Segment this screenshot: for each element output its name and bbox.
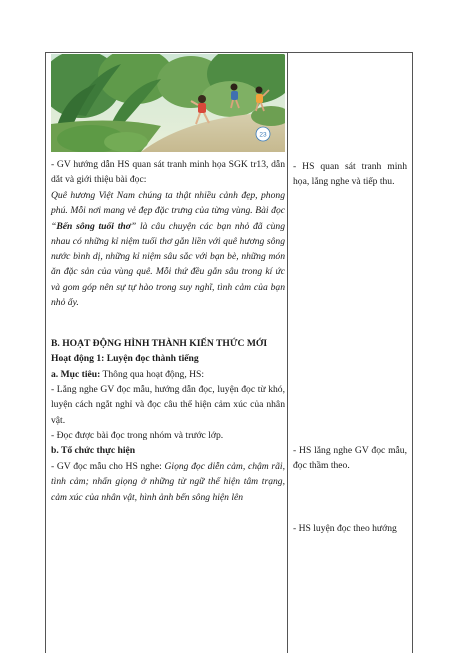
page-number-text: 23	[259, 131, 267, 139]
organization-heading: b. Tổ chức thực hiện	[51, 445, 136, 456]
student-activity-item: - HS lắng nghe GV đọc mẫu, đọc thầm theo.	[293, 445, 407, 472]
lesson-title: Bến sông tuổi thơ	[56, 220, 131, 232]
goal-item: - Đọc được bài đọc trong nhóm và trước lớp.	[51, 430, 224, 441]
section-heading: B. HOẠT ĐỘNG HÌNH THÀNH KIẾN THỨC MỚI	[51, 338, 268, 349]
goal-label: a. Mục tiêu:	[51, 369, 101, 380]
column-divider	[287, 53, 288, 653]
textbook-illustration	[51, 54, 285, 152]
intro-paragraph	[51, 188, 285, 310]
goal-item: - Lắng nghe GV đọc mẫu, hướng dẫn đọc, luyện đọc từ khó, luyện cách ngắt nghỉ và đọc câu thể hiện cảm xúc của nhân vật.	[51, 384, 285, 426]
lesson-table	[45, 52, 413, 653]
activity-heading: Hoạt động 1: Luyện đọc thành tiếng	[51, 353, 199, 364]
goal-text: Thông qua hoạt động, HS:	[100, 369, 205, 380]
intro-text-part-1: Quê hương Việt Nam chúng ta thật nhiều cảnh đẹp, phong phú. Mỗi nơi mang vẻ đẹp đặc trưng của từng vùng. Bài đọc “	[51, 190, 285, 232]
organization-text: - GV đọc mẫu cho HS nghe:	[51, 461, 165, 472]
reading-guidance: Giọng đọc diễn cảm, chậm rãi, tình cảm; nhấn giọng ở những từ ngữ thể hiện tâm trạng, cảm xúc của nhân vật, hình ảnh bến sông hiện lên	[51, 461, 285, 503]
goal-line	[51, 367, 285, 382]
student-activity-item: - HS luyện đọc theo hướng	[293, 523, 397, 534]
intro-text-part-2: ” là câu chuyện các bạn nhỏ đã cùng nhau có những kỉ niệm tuổi thơ gắn liền với quê hương sông nước bình dị, những kỉ niệm sâu sắc với bạn bè, những món ăn đặc sản của vùng quê. Mỗi thứ đều gắn sâu trong kí ức và gom góp nên sự tự hào trong suy nghĩ, tình cảm của bạn nhỏ ấy.	[51, 220, 285, 309]
student-activity-item: - HS quan sát tranh minh họa, lắng nghe và tiếp thu.	[293, 161, 407, 188]
organization-paragraph	[51, 459, 285, 505]
riverside-scene-image	[51, 54, 285, 152]
intro-instruction: - GV hướng dẫn HS quan sát tranh minh họa SGK tr13, dẫn dắt và giới thiệu bài đọc:	[51, 159, 285, 186]
